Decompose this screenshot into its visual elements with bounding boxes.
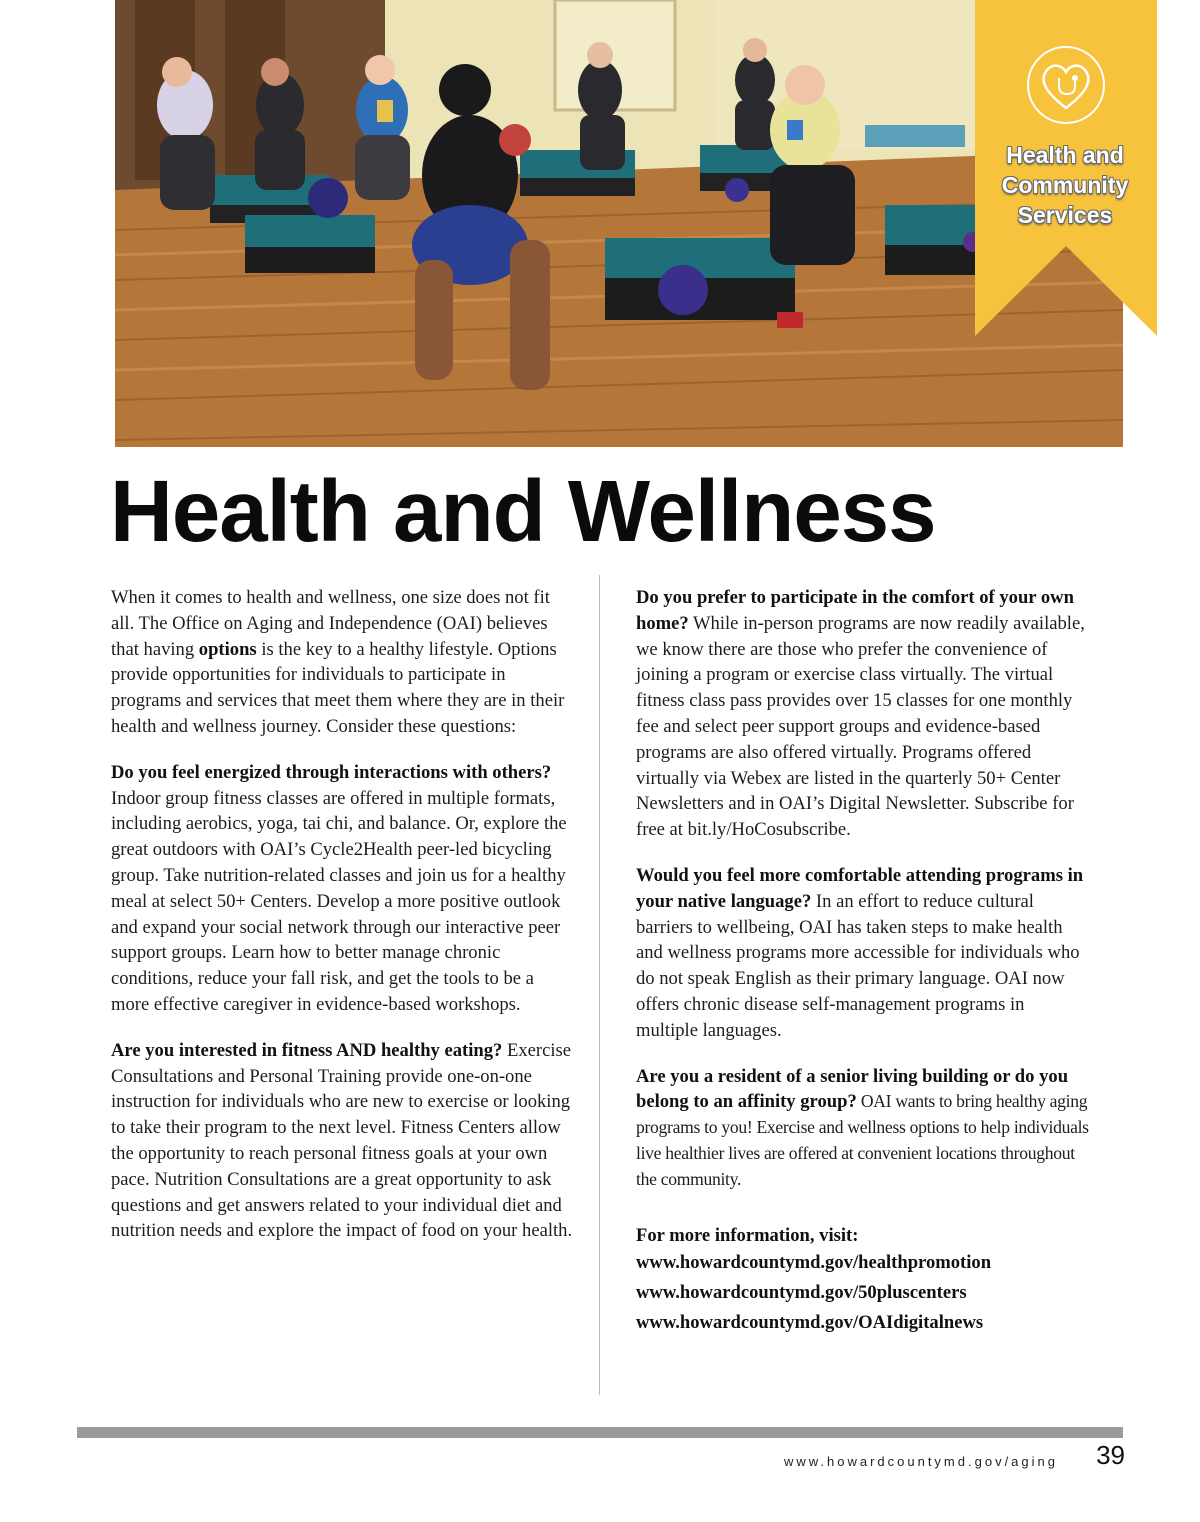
ribbon-line-1: Health and — [1006, 142, 1124, 168]
intro-paragraph — [111, 585, 573, 740]
intro-before: When it comes to health and wellness, one size does not fit all. The Office on Aging and Independence (OAI) believes that having — [111, 587, 550, 660]
answer-3: While in-person programs are now readily available, we know there are those who prefer the convenience of joining a program or exercise class virtually. The virtual fitness class pass provides over 15 classes for one monthly fee and select peer support groups and evidence-based programs are also offered virtually. Programs offered virtually via Webex are listed in the quarterly 50+ Center Newsletters and in OAI’s Digital Newsletter. Subscribe for free at bit.ly/HoCosubscribe. — [636, 612, 1085, 841]
question-5: Are you a resident of a senior living building or do you belong to an affinity group? — [636, 1065, 1069, 1113]
question-paragraph-5 — [636, 1064, 1091, 1193]
intro-bold: options — [198, 638, 257, 660]
answer-2: Exercise Consultations and Personal Training provide one-on-one instruction for individuals who are new to exercise or looking to take their program to the next level. Fitness Centers allow the opportunity to reach personal fitness goals at your own pace. Nutrition Consultations are a great opportunity to ask questions and get answers related to your individual diet and nutrition needs and explore the impact of food on your health. — [111, 1039, 573, 1242]
page-title: Health and Wellness — [110, 463, 936, 560]
right-column — [636, 585, 1091, 1352]
ribbon-line-2: Community — [1001, 172, 1129, 198]
question-paragraph-4 — [636, 863, 1091, 1044]
more-info-label: For more information, visit: — [636, 1224, 859, 1246]
page-number: 39 — [1096, 1440, 1125, 1470]
question-paragraph-2 — [111, 1038, 573, 1244]
intro-after: is the key to a healthy lifestyle. Options provide opportunities for individuals to participate in programs and services that meet them where they are in their health and wellness journey. Consider these questions: — [111, 638, 565, 737]
question-paragraph-3 — [636, 585, 1091, 843]
answer-1: Indoor group fitness classes are offered in multiple formats, including aerobics, yoga, tai chi, and balance. Or, explore the great outdoors with OAI’s Cycle2Health peer-led bicycling group. Take nutrition-related classes and join us for a healthy meal at select 50+ Centers. Develop a more positive outlook and expand your social network through our interactive peer support groups. Learn how to better manage chronic conditions, reduce your fall risk, and get the tools to be a more effective caregiver in evidence-based workshops. — [111, 787, 567, 1015]
question-2: Are you interested in fitness AND healthy eating? — [111, 1039, 503, 1061]
answer-4: In an effort to reduce cultural barriers to wellbeing, OAI has taken steps to make health and wellness programs more accessible for individuals who do not speak English as their primary language. OAI now offers chronic disease self-management programs in multiple languages. — [636, 890, 1080, 1041]
question-3: Do you prefer to participate in the comfort of your own home? — [636, 587, 1074, 634]
column-divider — [599, 575, 600, 1395]
more-info — [636, 1223, 1091, 1339]
left-column — [111, 585, 573, 1258]
question-1: Do you feel energized through interactions with others? — [111, 761, 552, 783]
link-oaidigitalnews[interactable]: www.howardcountymd.gov/OAIdigitalnews — [636, 1312, 984, 1334]
link-50pluscenters[interactable]: www.howardcountymd.gov/50pluscenters — [636, 1282, 967, 1304]
answer-5: OAI wants to bring healthy aging programs to you! Exercise and wellness options to help individuals live healthier lives are offered at convenient locations throughout the community. — [636, 1091, 1089, 1189]
link-healthpromotion[interactable]: www.howardcountymd.gov/healthpromotion — [636, 1252, 992, 1274]
ribbon-label — [985, 140, 1145, 230]
ribbon-line-3: Services — [1017, 202, 1113, 228]
question-4: Would you feel more comfortable attending programs in your native language? — [636, 864, 1084, 912]
footer-url[interactable]: www.howardcountymd.gov/aging — [783, 1454, 1058, 1469]
hero-photo — [115, 0, 1123, 447]
fitness-class-illustration — [115, 0, 1123, 447]
question-paragraph-1 — [111, 760, 573, 1018]
footer-rule — [77, 1427, 1123, 1438]
